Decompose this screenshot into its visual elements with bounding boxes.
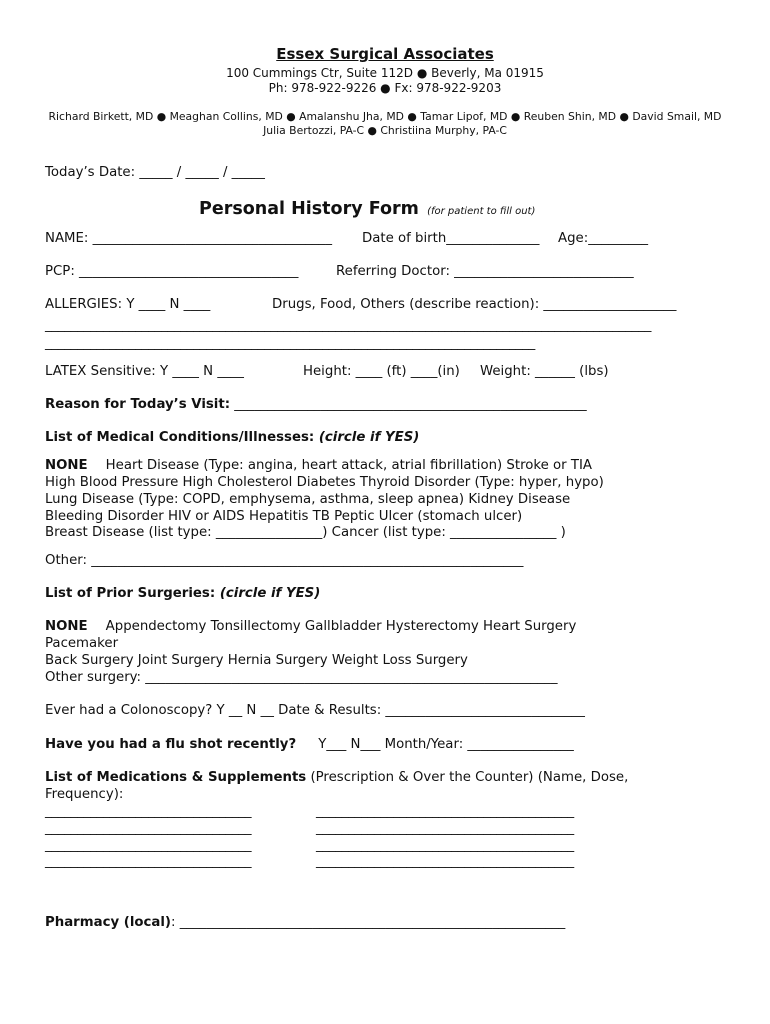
age-field[interactable]: Age:_________ (558, 231, 649, 246)
medications-heading (45, 769, 628, 786)
medication-blank-right-3[interactable]: ________________________________________ (316, 838, 574, 853)
referring-doctor-field[interactable]: Referring Doctor: ___________________________ (336, 264, 634, 279)
surgeries-row-1 (45, 618, 576, 635)
providers-line-2: Julia Bertozzi, PA-C ● Christiina Murphy, PA-C (263, 124, 507, 137)
reason-blank[interactable]: _____________________________________________________ (230, 397, 587, 412)
conditions-heading-note: (circle if YES) (318, 430, 420, 445)
weight-field[interactable]: Weight: ______ (lbs) (480, 364, 609, 379)
height-field[interactable]: Height: ____ (ft) ____(in) (303, 364, 460, 379)
conditions-other-field[interactable]: Other: _________________________________________________________________ (45, 553, 524, 568)
surgeries-row-3[interactable]: Back Surgery Joint Surgery Hernia Surgery Weight Loss Surgery (45, 653, 468, 668)
reason-label: Reason for Today’s Visit: (45, 397, 231, 412)
surgeries-row-1-text[interactable]: Appendectomy Tonsillectomy Gallbladder Hysterectomy Heart Surgery (105, 619, 577, 634)
reason-for-visit-row[interactable] (45, 396, 587, 413)
medications-label-rest: (Prescription & Over the Counter) (Name, Dose, (306, 770, 629, 785)
conditions-row-2[interactable]: High Blood Pressure High Cholesterol Diabetes Thyroid Disorder (Type: hyper, hypo) (45, 475, 604, 490)
surgeries-row-2[interactable]: Pacemaker (45, 636, 119, 651)
surgeries-heading (45, 585, 320, 602)
medication-blank-right-1[interactable]: ________________________________________ (316, 804, 574, 819)
pcp-field[interactable]: PCP: _________________________________ (45, 264, 299, 279)
todays-date-field[interactable]: Today’s Date: _____ / _____ / _____ (45, 165, 265, 180)
allergy-reaction-field[interactable]: Drugs, Food, Others (describe reaction): ____________________ (272, 297, 677, 312)
medications-label: List of Medications & Supplements (45, 770, 307, 785)
medication-blank-left-3[interactable]: ________________________________ (45, 838, 252, 853)
org-address: 100 Cummings Ctr, Suite 112D ● Beverly, Ma 01915 (226, 66, 544, 80)
conditions-row-3[interactable]: Lung Disease (Type: COPD, emphysema, asthma, sleep apnea) Kidney Disease (45, 492, 571, 507)
flu-shot-answer[interactable]: Y___ N___ Month/Year: ________________ (318, 737, 574, 752)
pharmacy-label: Pharmacy (local) (45, 915, 172, 930)
colonoscopy-field[interactable]: Ever had a Colonoscopy? Y __ N __ Date & Results: ______________________________ (45, 703, 585, 718)
surgeries-other-field[interactable]: Other surgery: ______________________________________________________________ (45, 670, 558, 685)
medication-blank-left-1[interactable]: ________________________________ (45, 804, 252, 819)
conditions-row-1 (45, 457, 592, 474)
surgeries-heading-note: (circle if YES) (219, 586, 321, 601)
conditions-heading-label: List of Medical Conditions/Illnesses: (45, 430, 315, 445)
pharmacy-blank[interactable]: : __________________________________________________________ (171, 915, 566, 930)
latex-field[interactable]: LATEX Sensitive: Y ____ N ____ (45, 364, 244, 379)
conditions-row-1-text[interactable]: Heart Disease (Type: angina, heart attack, atrial fibrillation) Stroke or TIA (105, 458, 592, 473)
org-phone: Ph: 978-922-9226 ● Fx: 978-922-9203 (268, 81, 502, 95)
dob-field[interactable]: Date of birth______________ (362, 231, 540, 246)
medication-blank-right-2[interactable]: ________________________________________ (316, 821, 574, 836)
org-name: Essex Surgical Associates (276, 45, 494, 63)
conditions-row-4[interactable]: Bleeding Disorder HIV or AIDS Hepatitis TB Peptic Ulcer (stomach ulcer) (45, 509, 523, 524)
conditions-row-5[interactable]: Breast Disease (list type: ________________) Cancer (list type: ________________ ) (45, 525, 566, 540)
allergy-blank-line-2[interactable]: ____________________________________________________________________________ (45, 336, 536, 351)
form-title: Personal History Form (199, 199, 419, 219)
medication-blank-right-4[interactable]: ________________________________________ (316, 854, 574, 869)
medication-blank-left-4[interactable]: ________________________________ (45, 854, 252, 869)
medication-blank-left-2[interactable]: ________________________________ (45, 821, 252, 836)
medications-label-line-2: Frequency): (45, 787, 124, 802)
providers-line-1: Richard Birkett, MD ● Meaghan Collins, MD ● Amalanshu Jha, MD ● Tamar Lipof, MD ● Reuben Shin, MD ● David Smail, MD (48, 110, 722, 123)
allergy-blank-line-1[interactable]: ______________________________________________________________________________________________ (45, 318, 652, 333)
surgeries-heading-label: List of Prior Surgeries: (45, 586, 216, 601)
conditions-none-option[interactable]: NONE (45, 458, 88, 473)
allergies-field[interactable]: ALLERGIES: Y ____ N ____ (45, 297, 211, 312)
flu-shot-label: Have you had a flu shot recently? (45, 737, 297, 752)
pharmacy-row (45, 914, 565, 931)
flu-shot-row (45, 736, 574, 753)
surgeries-none-option[interactable]: NONE (45, 619, 88, 634)
name-field[interactable]: NAME: ____________________________________ (45, 231, 332, 246)
form-title-row (199, 198, 535, 223)
conditions-heading (45, 429, 419, 446)
form-subtitle: (for patient to fill out) (427, 206, 536, 217)
